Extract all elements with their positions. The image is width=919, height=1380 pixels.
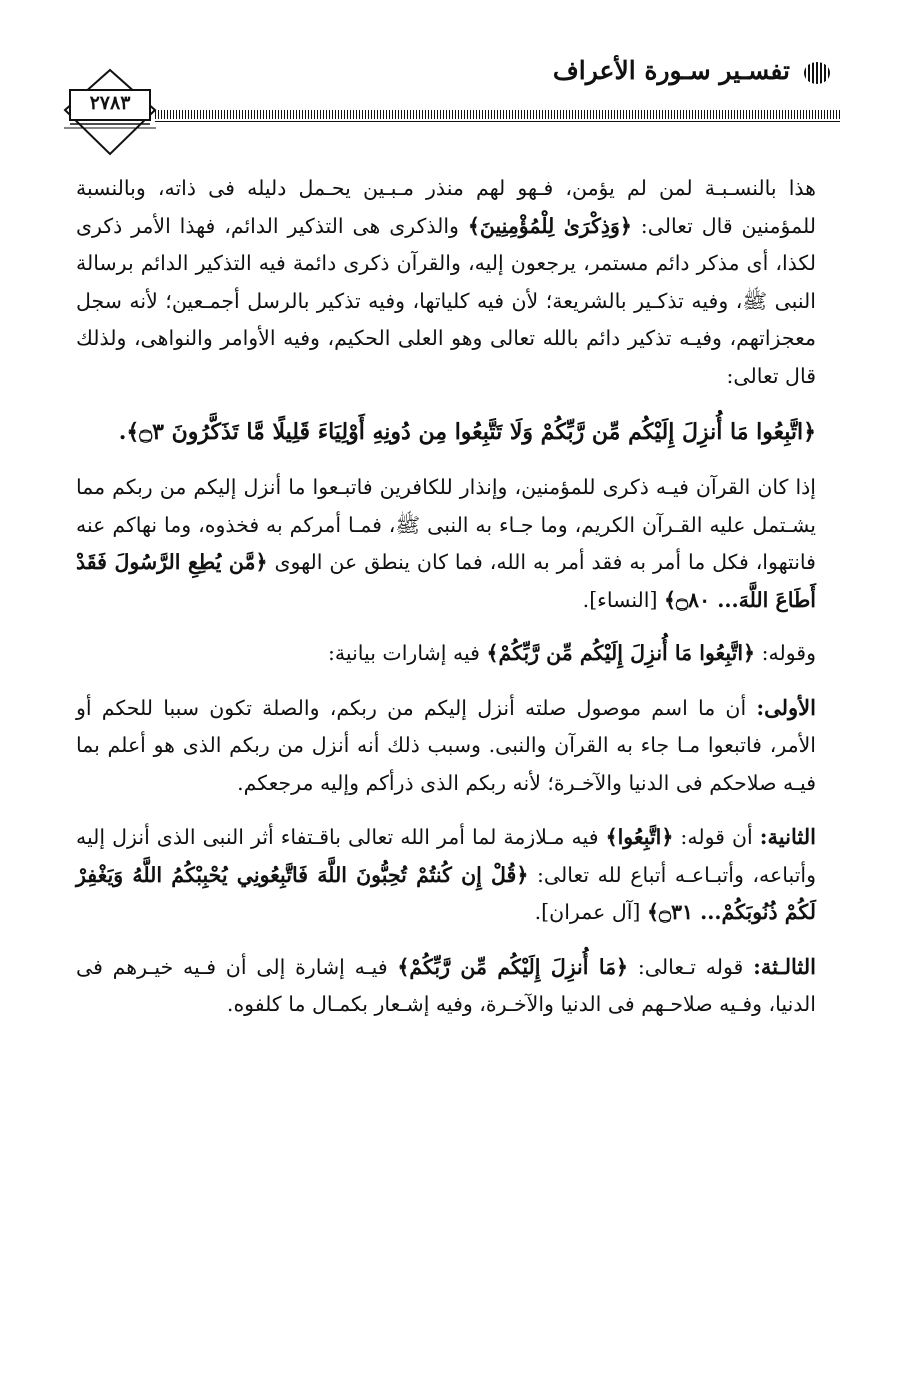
paragraph-text: فيه مـلازمة لما أمر الله تعالى باقـتفاء أثر النبى الذى أنزل إليه وأتباعه، وأتبـاعـه أتباع لله تعالى: [76,825,816,887]
paragraph [76,469,816,619]
point-heading: الأولى: [756,694,816,720]
quran-verse: ﴿وَذِكْرَىٰ لِلْمُؤْمِنِينَ﴾ [467,213,632,238]
paragraph-text: قوله تـعالى: [637,954,744,979]
page-body [76,170,816,1040]
quran-verse-block: ﴿اتَّبِعُوا مَا أُنزِلَ إِلَيْكُم مِّن رَّبِّكُمْ وَلَا تَتَّبِعُوا مِن دُونِهِ أَوْلِيَاءَ قَلِيلًا مَّا تَذَكَّرُونَ ۝٣﴾. [118,419,816,445]
paragraph-text: والذكرى هى التذكير الدائم، فهذا الأمر ذكرى لكذا، أى مذكر دائم مستمر، يرجعون إليه، والقرآن ذكرى دائمة فيه التذكير الدائم برسالة النبى ﷺ، وفيه تذكـير بالشريعة؛ لأن فيه كلياتها، وفيه تذكير بالرسل أجمـعين؛ لأنه سجل معجزاتهم، وفيـه تذكير دائم بالله تعالى وهو العلى الحكيم، وفيه الأوامر والنواهى، ولذلك قال تعالى: [76,213,816,388]
point-heading: الثالـثة: [753,953,816,979]
paragraph-text: فيـه إشارة إلى أن فـيه خيـرهم فى الدنيا، وفـيه صلاحـهم فى الدنيا والآخـرة، وفيه إشـعار بكمـال ما كلفوه. [76,954,816,1016]
paragraph-text: فيه إشارات بيانية: [327,641,480,665]
quran-verse: ﴿اتَّبِعُوا مَا أُنزِلَ إِلَيْكُم مِّن رَّبِّكُمْ﴾ [486,641,756,665]
header-rule [155,110,840,119]
page-number-badge [60,68,160,158]
quran-verse: ﴿مَّن يُطِعِ الرَّسُولَ فَقَدْ أَطَاعَ اللَّهَ... ۝٨٠﴾ [76,550,816,612]
page-header [60,48,840,158]
surah-reference: [النساء]. [582,587,658,612]
paragraph [76,948,816,1024]
point-heading: الثانية: [759,824,816,849]
paragraph-text: إذا كان القرآن فيـه ذكرى للمؤمنين، وإنذار للكافرين فاتبـعوا ما أنزل إليكم من ربكم مما يشـتمل عليه القـرآن الكريم، وما جـاء به النبى ﷺ، فمـا أمركم به فخذوه، وما نهاكم عنه فانتهوا، فكل ما أمر به فقد أمر به الله، فما كان ينطق عن الهوى [76,475,816,574]
page-number: ٢٧٨٣ [89,92,131,114]
ornament-icon [804,62,830,84]
quran-verse: ﴿قُلْ إِن كُنتُمْ تُحِبُّونَ اللَّهَ فَاتَّبِعُونِي يُحْبِبْكُمُ اللَّهُ وَيَغْفِرْ لَكُمْ ذُنُوبَكُمْ... ۝٣١﴾ [76,862,816,924]
paragraph-text: أن قوله: [680,825,753,849]
paragraph [76,170,816,395]
surah-reference: [آل عمران]. [534,900,641,924]
paragraph [76,818,816,932]
quran-verse: ﴿مَا أُنزِلَ إِلَيْكُم مِّن رَّبِّكُمْ﴾ [397,954,629,979]
surah-title: تفسـير سـورة الأعراف [552,56,790,85]
paragraph [76,689,816,803]
paragraph [76,635,816,673]
quran-verse: ﴿اتَّبِعُوا﴾ [605,825,674,849]
paragraph-text: أن ما اسم موصول صلته أنزل إليكم من ربكم، والصلة تكون سببا للحكم أو الأمر، فاتبعوا مـا جاء به القرآن والنبى. وسبب ذلك أنه أنزل من ربكم الذى هو أعلم بما فيـه صلاحكم فى الدنيا والآخـرة؛ لأنه ربكم الذى ذرأكم وإليه مرجعكم. [76,695,816,795]
paragraph-text: وقوله: [761,641,816,665]
paragraph-text: هذا بالنسـبـة لمن لم يؤمن، فـهو لهم منذر مـبـين يحـمل دليله فى ذاته، وبالنسبة للمؤمنين قال تعالى: [76,176,816,238]
